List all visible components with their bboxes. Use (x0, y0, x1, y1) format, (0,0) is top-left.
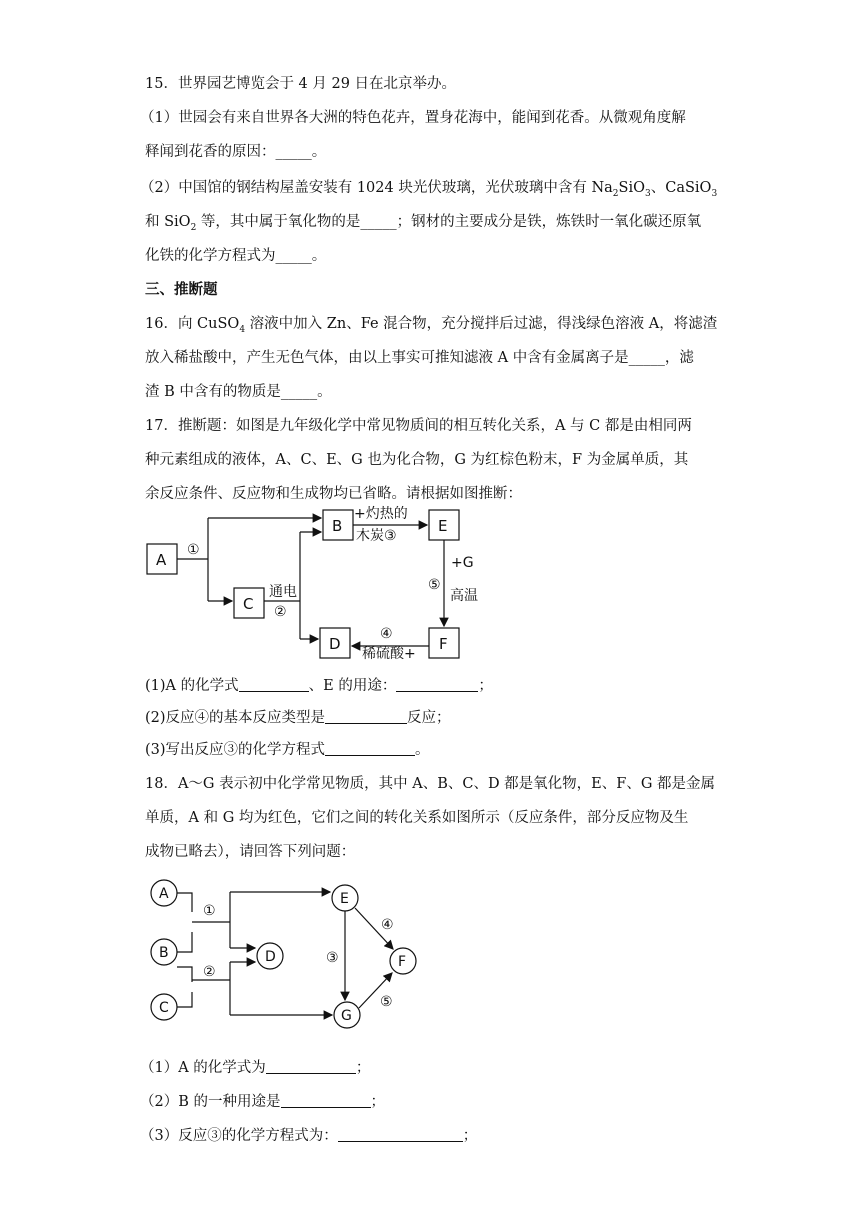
q15-part2-line2: 和 SiO$_2$ 等，其中属于氧化物的是_____；钢材的主要成分是铁，炼铁时一氧化碳还原氧 (145, 214, 702, 233)
node-a: A (156, 551, 167, 569)
node-e: E (438, 517, 448, 535)
blank-reaction3-equation-18[interactable] (338, 1127, 463, 1143)
q17-diagram (140, 504, 480, 664)
reaction-2-label: ② (203, 964, 216, 980)
q17-answer1: (1)A 的化学式 、E 的用途： ； (145, 678, 493, 694)
node-d: D (329, 635, 341, 653)
q18-answer2: （2）B 的一种用途是 ； (140, 1094, 385, 1110)
blank-a-formula-18[interactable] (266, 1059, 356, 1075)
reaction-5-label: ⑤ (428, 577, 441, 593)
blank-b-use[interactable] (281, 1093, 371, 1109)
q17-answer3: (3)写出反应③的化学方程式 。 (145, 742, 430, 758)
node-f: F (439, 635, 448, 653)
q18-answer3: （3）反应③的化学方程式为： ； (140, 1128, 478, 1144)
q15-title: 15．世界园艺博览会于 4 月 29 日在北京举办。 (145, 76, 457, 92)
node-b: B (332, 517, 343, 535)
node-g: G (341, 1008, 352, 1024)
node-d: D (265, 949, 276, 965)
reaction-1-label: ① (187, 542, 200, 558)
high-temp-label: 高温 (450, 588, 478, 604)
node-a: A (159, 886, 169, 902)
reaction-4-label: ④ (381, 917, 394, 933)
acid-label: 稀硫酸+ (362, 646, 416, 662)
node-c: C (159, 1000, 169, 1016)
q15-part1-line1: （1）世园会有来自世界各大洲的特色花卉，置身花海中，能闻到花香。从微观角度解 (140, 110, 686, 126)
reaction-5-label: ⑤ (380, 994, 393, 1010)
q15-part2-line1: （2）中国馆的钢结构屋盖安装有 1024 块光伏玻璃，光伏玻璃中含有 $Na_2SiO_3$、CaSiO$_3$ (140, 180, 718, 199)
q18-line1: 18．A～G 表示初中化学常见物质，其中 A、B、C、D 都是氧化物，E、F、G 都是金属 (145, 776, 716, 792)
blank-reaction3-equation[interactable] (325, 741, 415, 757)
node-c: C (243, 595, 254, 613)
node-b: B (159, 945, 169, 961)
electric-label: 通电 (269, 584, 297, 600)
section-heading: 三、推断题 (145, 281, 218, 298)
reaction-4-label: ④ (380, 626, 393, 642)
blank-e-use[interactable] (396, 677, 478, 693)
q18-line3: 成物已略去），请回答下列问题： (145, 844, 356, 860)
charcoal-label: 木炭③ (356, 528, 397, 544)
blank-reaction-type[interactable] (325, 709, 407, 725)
q18-answer1: （1）A 的化学式为 ； (140, 1060, 371, 1076)
q15-part1-line2: 释闻到花香的原因：_____。 (145, 144, 327, 160)
q17-line2: 种元素组成的液体，A、C、E、G 也为化合物，G 为红棕色粉末，F 为金属单质，其 (145, 452, 689, 468)
q16-line2: 放入稀盐酸中，产生无色气体，由以上事实可推知滤液 A 中含有金属离子是_____，滤 (145, 350, 694, 366)
node-f: F (398, 954, 407, 970)
plus-g-label: +G (451, 555, 474, 571)
reaction-2-label: ② (274, 604, 287, 620)
q15-part2-line3: 化铁的化学方程式为_____。 (145, 248, 327, 264)
q17-line1: 17．推断题：如图是九年级化学中常见物质间的相互转化关系，A 与 C 都是由相同两 (145, 418, 692, 434)
q18-line2: 单质，A 和 G 均为红色，它们之间的转化关系如图所示（反应条件，部分反应物及生 (145, 810, 689, 826)
node-e: E (340, 891, 349, 907)
reaction-1-label: ① (203, 903, 216, 919)
reaction-3-label: ③ (326, 950, 339, 966)
burn-label: +灼热的 (354, 506, 408, 522)
blank-a-formula[interactable] (239, 677, 309, 693)
q18-diagram (140, 872, 440, 1032)
q17-line3: 余反应条件、反应物和生成物均已省略。请根据如图推断： (145, 486, 522, 502)
q17-answer2: (2)反应④的基本反应类型是 反应； (145, 710, 451, 726)
q16-line3: 渣 B 中含有的物质是_____。 (145, 384, 332, 400)
q16-line1: 16．向 CuSO$_4$ 溶液中加入 Zn、Fe 混合物，充分搅拌后过滤，得浅绿色溶液 A，将滤渣 (145, 316, 718, 335)
